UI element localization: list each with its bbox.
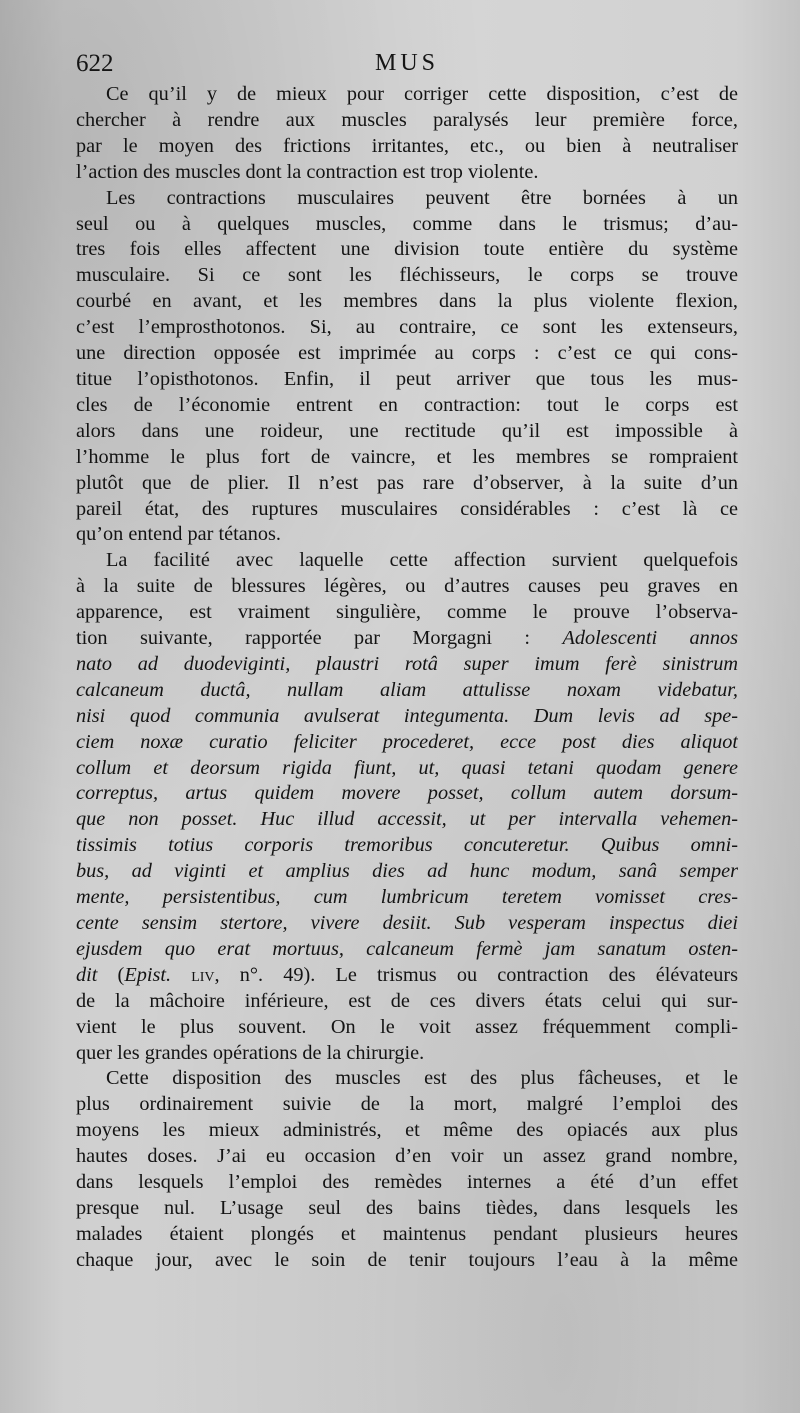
body-text bbox=[76, 82, 738, 1274]
text-line bbox=[76, 1196, 738, 1222]
text-line bbox=[76, 471, 738, 497]
italic-text: correptus, artus quidem movere posset, collum autem dorsum- bbox=[76, 782, 738, 805]
text-line bbox=[76, 1248, 738, 1274]
text-line bbox=[76, 367, 738, 393]
italic-text: Adolescenti annos bbox=[562, 627, 738, 650]
text-line bbox=[76, 730, 738, 756]
text-line bbox=[76, 212, 738, 238]
text-line bbox=[76, 626, 738, 652]
text-line bbox=[76, 1041, 738, 1067]
text-run: dans lesquels l’emploi des remèdes internes a été d’un effet bbox=[76, 1171, 738, 1194]
text-line bbox=[76, 807, 738, 833]
text-run: La facilité avec laquelle cette affection survient quelquefois bbox=[106, 549, 738, 572]
text-run: c’est l’emprosthotonos. Si, au contraire, ce sont les extenseurs, bbox=[76, 316, 738, 339]
text-run: hautes doses. J’ai eu occasion d’en voir un assez grand nombre, bbox=[76, 1145, 738, 1168]
text-run: cles de l’économie entrent en contraction: tout le corps est bbox=[76, 393, 738, 416]
text-run: , n°. 49). Le trismus ou contraction des élévateurs bbox=[214, 963, 738, 986]
text-run: Ce qu’il y de mieux pour corriger cette disposition, c’est de bbox=[106, 83, 738, 105]
text-line bbox=[76, 781, 738, 807]
text-run: musculaire. Si ce sont les fléchisseurs, le corps se trouve bbox=[76, 264, 738, 287]
text-line bbox=[76, 445, 738, 471]
text-line bbox=[76, 833, 738, 859]
text-line bbox=[76, 652, 738, 678]
text-line bbox=[76, 885, 738, 911]
text-run: pareil état, des ruptures musculaires considérables : c’est là ce bbox=[76, 497, 738, 520]
italic-text: mente, persistentibus, cum lumbricum teretem vomisset cres- bbox=[76, 886, 738, 909]
text-run: chaque jour, avec le soin de tenir toujours l’eau à la même bbox=[76, 1248, 738, 1271]
italic-text: bus, ad viginti et amplius dies ad hunc modum, sanâ semper bbox=[76, 860, 738, 883]
italic-text: nisi quod communia avulserat integumenta. Dum levis ad spe- bbox=[76, 704, 738, 727]
text-line bbox=[76, 497, 738, 523]
text-line bbox=[76, 522, 738, 548]
text-run: seul ou à quelques muscles, comme dans le trismus; d’au- bbox=[76, 212, 738, 235]
italic-text: dit bbox=[76, 963, 98, 986]
text-line bbox=[76, 989, 738, 1015]
text-line bbox=[76, 1222, 738, 1248]
text-run: de la mâchoire inférieure, est de ces divers états celui qui sur- bbox=[76, 989, 738, 1012]
text-line bbox=[76, 1118, 738, 1144]
text-line bbox=[76, 419, 738, 445]
text-run: une direction opposée est imprimée au corps : c’est ce qui cons- bbox=[76, 342, 738, 365]
text-line bbox=[76, 678, 738, 704]
text-run: quer les grandes opérations de la chirurgie. bbox=[76, 1041, 425, 1064]
text-run: apparence, est vraiment singulière, comme le prouve l’observa- bbox=[76, 601, 738, 624]
text-run: alors dans une roideur, une rectitude qu’il est impossible à bbox=[76, 419, 738, 442]
text-run: malades étaient plongés et maintenus pendant plusieurs heures bbox=[76, 1222, 738, 1245]
italic-text: cente sensim stertore, vivere desiit. Sub vesperam inspectus diei bbox=[76, 912, 738, 934]
italic-text: calcaneum ductâ, nullam aliam attulisse noxam videbatur, bbox=[76, 678, 738, 701]
text-line bbox=[76, 937, 738, 963]
text-run: Les contractions musculaires peuvent être bornées à un bbox=[106, 186, 738, 209]
text-run: plus ordinairement suivie de la mort, malgré l’emploi des bbox=[76, 1093, 738, 1116]
text-line bbox=[76, 82, 738, 108]
italic-text: nato ad duodeviginti, plaustri rotâ super imum ferè sinistrum bbox=[76, 652, 738, 675]
text-run: plutôt que de plier. Il n’est pas rare d’observer, à la suite d’un bbox=[76, 471, 738, 494]
text-line bbox=[76, 160, 738, 186]
text-line bbox=[76, 1092, 738, 1118]
text-line bbox=[76, 289, 738, 315]
page-number: 622 bbox=[76, 50, 114, 77]
italic-text: tissimis totius corporis tremoribus concuteretur. Quibus omni- bbox=[76, 834, 738, 857]
page-header bbox=[76, 50, 738, 86]
text-line bbox=[76, 237, 738, 263]
text-run bbox=[171, 964, 191, 986]
text-run: qu’on entend par tétanos. bbox=[76, 523, 282, 546]
text-run: titue l’opisthotonos. Enfin, il peut arriver que tous les mus- bbox=[76, 367, 738, 390]
text-run: liv bbox=[191, 963, 215, 986]
italic-text: Epist. bbox=[124, 963, 172, 986]
text-line bbox=[76, 1066, 738, 1092]
text-line bbox=[76, 859, 738, 885]
text-run: chercher à rendre aux muscles paralysés leur première force, bbox=[76, 108, 738, 131]
text-run: courbé en avant, et les membres dans la plus violente flexion, bbox=[76, 290, 738, 313]
text-line bbox=[76, 756, 738, 782]
text-line bbox=[76, 911, 738, 937]
text-line bbox=[76, 548, 738, 574]
text-line bbox=[76, 600, 738, 626]
text-run: l’homme le plus fort de vaincre, et les membres se rompraient bbox=[76, 445, 738, 468]
text-line bbox=[76, 1144, 738, 1170]
italic-text: collum et deorsum rigida fiunt, ut, quasi tetani quodam genere bbox=[76, 756, 738, 779]
text-run: par le moyen des frictions irritantes, etc., ou bien à neutraliser bbox=[76, 134, 738, 157]
text-line bbox=[76, 315, 738, 341]
text-line bbox=[76, 393, 738, 419]
text-run: Cette disposition des muscles est des plus fâcheuses, et le bbox=[106, 1067, 738, 1090]
text-line bbox=[76, 574, 738, 600]
italic-text: ciem noxæ curatio feliciter procederet, ecce post dies aliquot bbox=[76, 730, 738, 753]
running-title: MUS bbox=[374, 50, 440, 76]
text-run: l’action des muscles dont la contraction est trop violente. bbox=[76, 160, 539, 183]
text-line bbox=[76, 963, 738, 989]
text-line bbox=[76, 134, 738, 160]
italic-text: ejusdem quo erat mortuus, calcaneum fermè jam sanatum osten- bbox=[76, 937, 738, 960]
text-run: tres fois elles affectent une division toute entière du système bbox=[76, 238, 738, 261]
text-line bbox=[76, 186, 738, 212]
text-run: presque nul. L’usage seul des bains tièdes, dans lesquels les bbox=[76, 1196, 738, 1219]
text-run: ( bbox=[97, 963, 125, 986]
text-run: moyens les mieux administrés, et même des opiacés aux plus bbox=[76, 1119, 738, 1142]
text-run: tion suivante, rapportée par Morgagni : bbox=[76, 627, 563, 650]
text-line bbox=[76, 1015, 738, 1041]
text-line bbox=[76, 704, 738, 730]
text-run: à la suite de blessures légères, ou d’autres causes peu graves en bbox=[76, 575, 738, 598]
text-line bbox=[76, 108, 738, 134]
text-line bbox=[76, 263, 738, 289]
italic-text: que non posset. Huc illud accessit, ut per intervalla vehemen- bbox=[76, 808, 738, 831]
text-run: vient le plus souvent. On le voit assez fréquemment compli- bbox=[76, 1015, 738, 1038]
text-line bbox=[76, 1170, 738, 1196]
text-line bbox=[76, 341, 738, 367]
